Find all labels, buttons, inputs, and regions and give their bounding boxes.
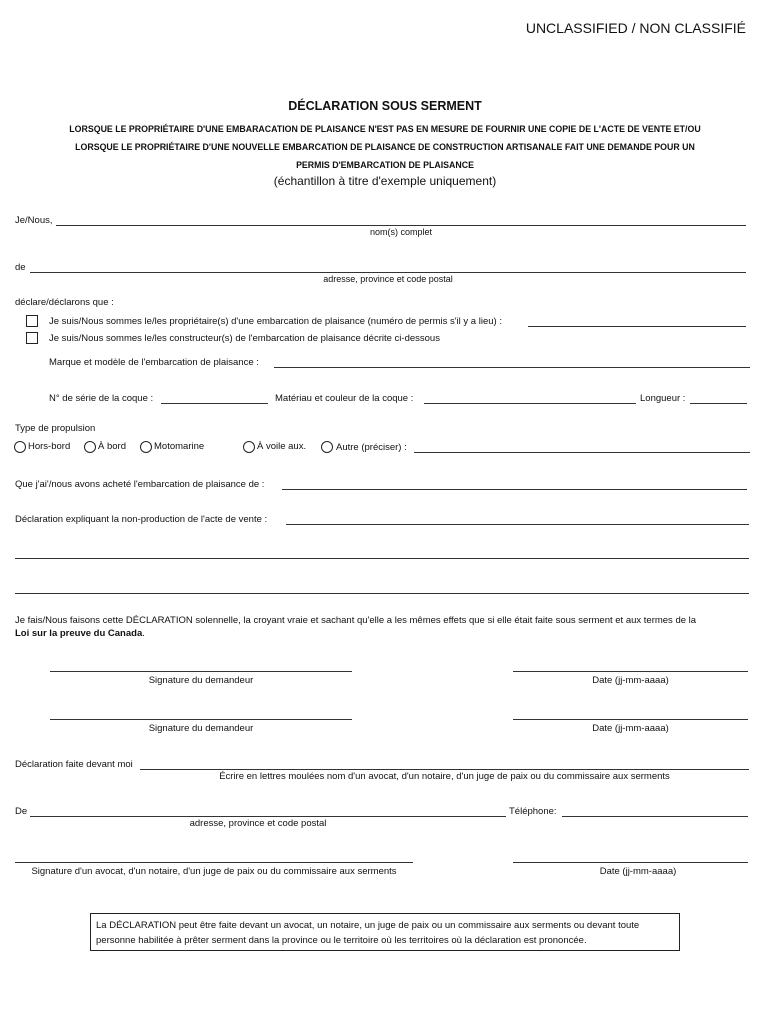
note-box: La DÉCLARATION peut être faite devant un avocat, un notaire, un juge de paix ou un commissaire aux serments ou devant toute personne habilitée à prêter serment dans la province ou le territoire où les territoires où la déclaration est prononcée.: [90, 913, 680, 951]
motomarine-label: Motomarine: [154, 441, 205, 452]
adresse-caption: adresse, province et code postal: [323, 274, 453, 284]
date-line-2: [513, 719, 748, 720]
declare-label: déclare/déclarons que :: [15, 297, 114, 308]
longueur-input[interactable]: [690, 391, 747, 403]
je-nous-label: Je/Nous,: [15, 215, 53, 226]
type-propulsion-label: Type de propulsion: [15, 423, 96, 434]
permis-input[interactable]: [528, 314, 746, 326]
declaration-text-end: .: [142, 628, 145, 639]
loi-preuve-canada: Loi sur la preuve du Canada: [15, 628, 143, 639]
explication-line-3: [15, 593, 749, 594]
declaration-text-line-2: [15, 628, 145, 639]
explication-input-1[interactable]: [286, 512, 749, 524]
longueur-line: [690, 403, 747, 404]
proprietaire-label: Je suis/Nous sommes le/les propriétaire(s) d'une embarcation de plaisance (numéro de permis s'il y a lieu) :: [49, 316, 502, 327]
subtitle-line-1: LORSQUE LE PROPRIÉTAIRE D'UNE EMBARACATION DE PLAISANCE N'EST PAS EN MESURE DE FOURNIR UNE COPIE DE L'ACTE DE VENTE ET/OU: [69, 124, 701, 134]
marque-modele-input[interactable]: [274, 355, 750, 367]
longueur-label: Longueur :: [640, 393, 686, 404]
date-caption-2: Date (jj-mm-aaaa): [592, 723, 669, 734]
witness-address-caption: adresse, province et code postal: [189, 818, 327, 829]
achete-input[interactable]: [282, 477, 747, 489]
date-caption-1: Date (jj-mm-aaaa): [592, 675, 669, 686]
marque-modele-line: [274, 367, 750, 368]
page-title: DÉCLARATION SOUS SERMENT: [288, 99, 482, 113]
voile-radio[interactable]: [243, 441, 255, 453]
telephone-input[interactable]: [562, 804, 748, 816]
signature-line-1: [50, 671, 352, 672]
witness-de-label: De: [15, 806, 28, 817]
telephone-label: Téléphone:: [509, 806, 557, 817]
witness-signature-line: [15, 862, 413, 863]
adresse-input[interactable]: [30, 260, 746, 272]
a-bord-label: À bord: [98, 441, 126, 452]
achete-line: [282, 489, 747, 490]
subtitle-line-3: PERMIS D'EMBARCATION DE PLAISANCE: [296, 160, 474, 170]
materiau-input[interactable]: [424, 391, 636, 403]
nom-complet-input[interactable]: [56, 213, 746, 225]
witness-date-input[interactable]: [513, 850, 748, 862]
date-input-2[interactable]: [513, 707, 748, 719]
autre-line: [414, 452, 750, 453]
autre-radio[interactable]: [321, 441, 333, 453]
signature-caption-2: Signature du demandeur: [148, 723, 254, 734]
nom-complet-line: [56, 225, 746, 226]
witness-date-caption: Date (jj-mm-aaaa): [599, 866, 677, 877]
marque-modele-label: Marque et modèle de l'embarcation de plaisance :: [49, 357, 259, 368]
explication-line-2: [15, 558, 749, 559]
achete-label: Que j'ai'/nous avons acheté l'embarcation de plaisance de :: [15, 479, 265, 490]
telephone-line: [562, 816, 748, 817]
witness-name-caption: Écrire en lettres moulées nom d'un avocat, d'un notaire, d'un juge de paix ou du commissaire aux serments: [219, 771, 670, 782]
hors-bord-radio[interactable]: [14, 441, 26, 453]
numero-serie-input[interactable]: [161, 391, 268, 403]
signature-input-2[interactable]: [50, 707, 352, 719]
constructeur-label: Je suis/Nous sommes le/les constructeur(s) de l'embarcation de plaisance décrite ci-dessous: [49, 333, 440, 344]
de-label: de: [15, 262, 26, 273]
autre-input[interactable]: [414, 440, 750, 452]
permis-line: [528, 326, 746, 327]
explication-label: Déclaration expliquant la non-production de l'acte de vente :: [15, 514, 268, 525]
explication-input-3[interactable]: [15, 581, 749, 593]
signature-input-1[interactable]: [50, 659, 352, 671]
witness-signature-input[interactable]: [15, 850, 413, 862]
voile-label: À voile aux.: [257, 441, 307, 452]
witness-name-input[interactable]: [140, 757, 749, 769]
witness-date-line: [513, 862, 748, 863]
proprietaire-checkbox[interactable]: [26, 315, 38, 327]
motomarine-radio[interactable]: [140, 441, 152, 453]
signature-caption-1: Signature du demandeur: [148, 675, 254, 686]
explication-input-2[interactable]: [15, 546, 749, 558]
sample-note: (échantillon à titre d'exemple uniquement): [273, 174, 497, 188]
adresse-line: [30, 272, 746, 273]
a-bord-radio[interactable]: [84, 441, 96, 453]
subtitle-line-2: LORSQUE LE PROPRIÉTAIRE D'UNE NOUVELLE EMBARCATION DE PLAISANCE DE CONSTRUCTION ARTISANALE FAIT UNE DEMANDE POUR UN: [75, 142, 695, 152]
numero-serie-label: N° de série de la coque :: [49, 393, 154, 404]
declaration-text: Je fais/Nous faisons cette DÉCLARATION solennelle, la croyant vraie et sachant qu'elle a les mêmes effets que si elle était faite sous serment et aux termes de la: [15, 615, 697, 626]
witness-name-line: [140, 769, 749, 770]
materiau-label: Matériau et couleur de la coque :: [275, 393, 414, 404]
classification-label: UNCLASSIFIED / NON CLASSIFIÉ: [525, 20, 746, 36]
signature-line-2: [50, 719, 352, 720]
nom-complet-caption: nom(s) complet: [369, 227, 432, 237]
faite-devant-label: Déclaration faite devant moi: [15, 759, 133, 770]
date-line-1: [513, 671, 748, 672]
witness-address-input[interactable]: [30, 804, 506, 816]
numero-serie-line: [161, 403, 268, 404]
date-input-1[interactable]: [513, 659, 748, 671]
autre-label: Autre (préciser) :: [336, 442, 407, 453]
witness-address-line: [30, 816, 506, 817]
materiau-line: [424, 403, 636, 404]
hors-bord-label: Hors-bord: [28, 441, 71, 452]
explication-line-1: [286, 524, 749, 525]
constructeur-checkbox[interactable]: [26, 332, 38, 344]
witness-signature-caption: Signature d'un avocat, d'un notaire, d'un juge de paix ou du commissaire aux serments: [31, 866, 397, 877]
